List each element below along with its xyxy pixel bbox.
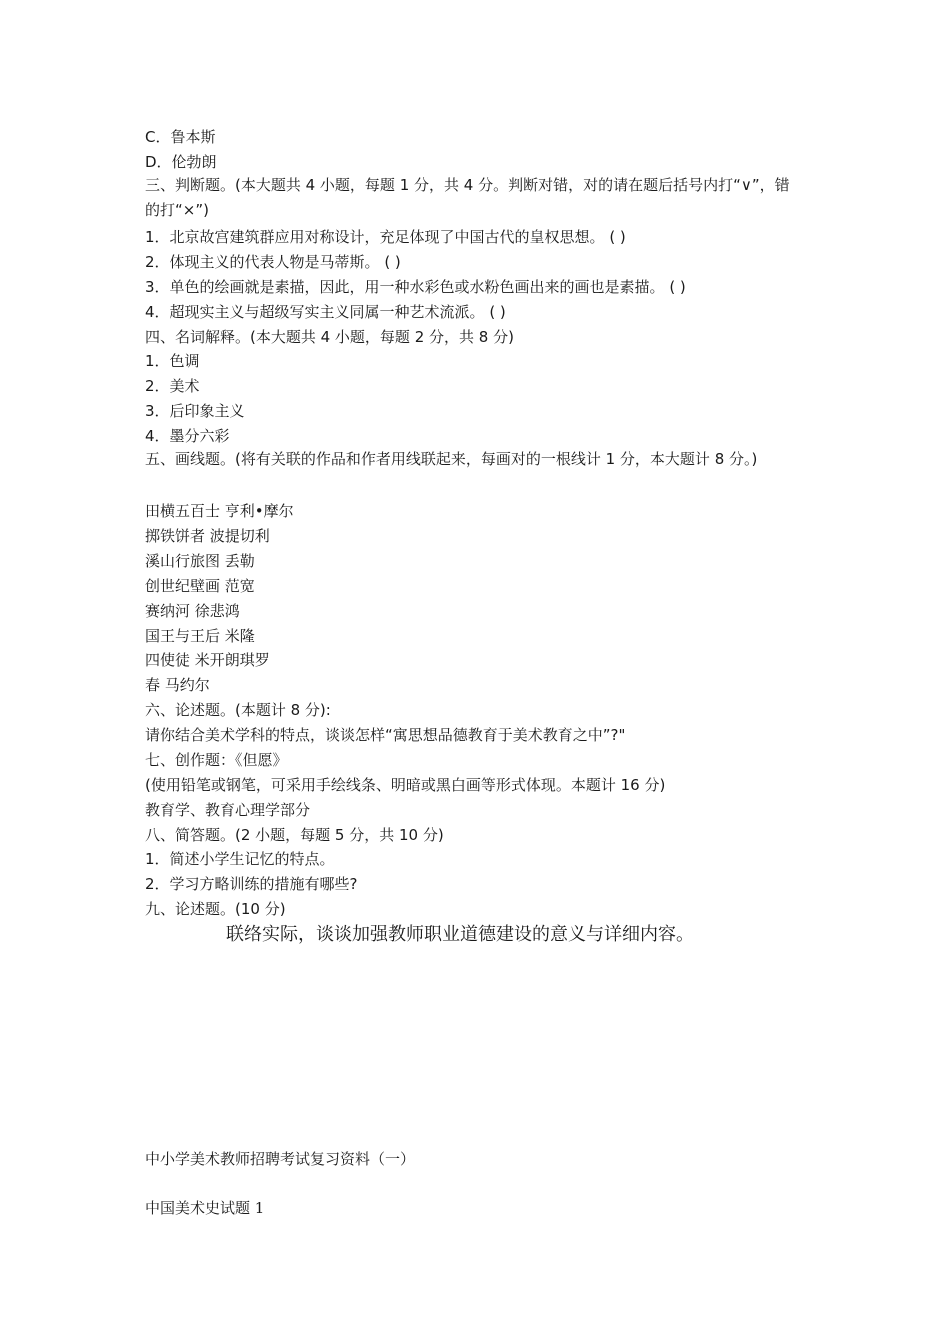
creation-instructions: (使用铅笔或钢笔，可采用手绘线条、明暗或黑白画等形式体现。本题计 16 分) bbox=[145, 776, 666, 794]
section-3-heading: 三、判断题。(本大题共 4 小题，每题 1 分，共 4 分。判断对错，对的请在题后括号内打“∨”，错的打“×”) bbox=[145, 176, 790, 219]
discussion-question: 联络实际，谈谈加强教师职业道德建设的意义与详细内容。 bbox=[226, 924, 694, 945]
short-answer-1: 1．简述小学生记忆的特点。 bbox=[145, 850, 335, 868]
essay-question: 请你结合美术学科的特点，谈谈怎样“寓思想品德教育于美术教育之中”?" bbox=[145, 726, 626, 744]
option-d: D．伦勃朗 bbox=[145, 153, 217, 171]
section-5-heading: 五、画线题。(将有关联的作品和作者用线联起来，每画对的一根线计 1 分，本大题计 8 分。) bbox=[145, 450, 758, 468]
section-9-heading: 九、论述题。(10 分) bbox=[145, 900, 286, 918]
option-c: C．鲁本斯 bbox=[145, 128, 216, 146]
match-row-3: 溪山行旅图 丢勒 bbox=[145, 552, 255, 570]
judge-item-3: 3．单色的绘画就是素描，因此，用一种水彩色或水粉色画出来的画也是素描。 ( ) bbox=[145, 278, 686, 296]
term-item-1: 1．色调 bbox=[145, 352, 200, 370]
match-row-1: 田横五百士 亨利•摩尔 bbox=[145, 502, 294, 520]
match-row-8: 春 马约尔 bbox=[145, 676, 210, 694]
part-heading: 教育学、教育心理学部分 bbox=[145, 801, 311, 819]
match-row-5: 赛纳河 徐悲鸿 bbox=[145, 602, 240, 620]
section-6-heading: 六、论述题。(本题计 8 分): bbox=[145, 701, 331, 719]
judge-item-2: 2．体现主义的代表人物是马蒂斯。 ( ) bbox=[145, 253, 401, 271]
term-item-2: 2．美术 bbox=[145, 377, 200, 395]
match-row-7: 四使徒 米开朗琪罗 bbox=[145, 651, 270, 669]
judge-item-1: 1．北京故宫建筑群应用对称设计，充足体现了中国古代的皇权思想。 ( ) bbox=[145, 228, 626, 246]
match-row-4: 创世纪壁画 范宽 bbox=[145, 577, 255, 595]
match-row-6: 国王与王后 米隆 bbox=[145, 627, 255, 645]
exam-title: 中国美术史试题 1 bbox=[145, 1199, 265, 1217]
term-item-3: 3．后印象主义 bbox=[145, 402, 245, 420]
material-title: 中小学美术教师招聘考试复习资料（一） bbox=[145, 1150, 416, 1168]
term-item-4: 4．墨分六彩 bbox=[145, 427, 230, 445]
short-answer-2: 2．学习方略训练的措施有哪些? bbox=[145, 875, 358, 893]
section-4-heading: 四、名词解释。(本大题共 4 小题，每题 2 分，共 8 分) bbox=[145, 328, 514, 346]
match-row-2: 掷铁饼者 波提切利 bbox=[145, 527, 270, 545]
section-7-heading: 七、创作题：《但愿》 bbox=[145, 751, 288, 769]
judge-item-4: 4．超现实主义与超级写实主义同属一种艺术流派。 ( ) bbox=[145, 303, 506, 321]
section-8-heading: 八、简答题。(2 小题，每题 5 分，共 10 分) bbox=[145, 826, 444, 844]
